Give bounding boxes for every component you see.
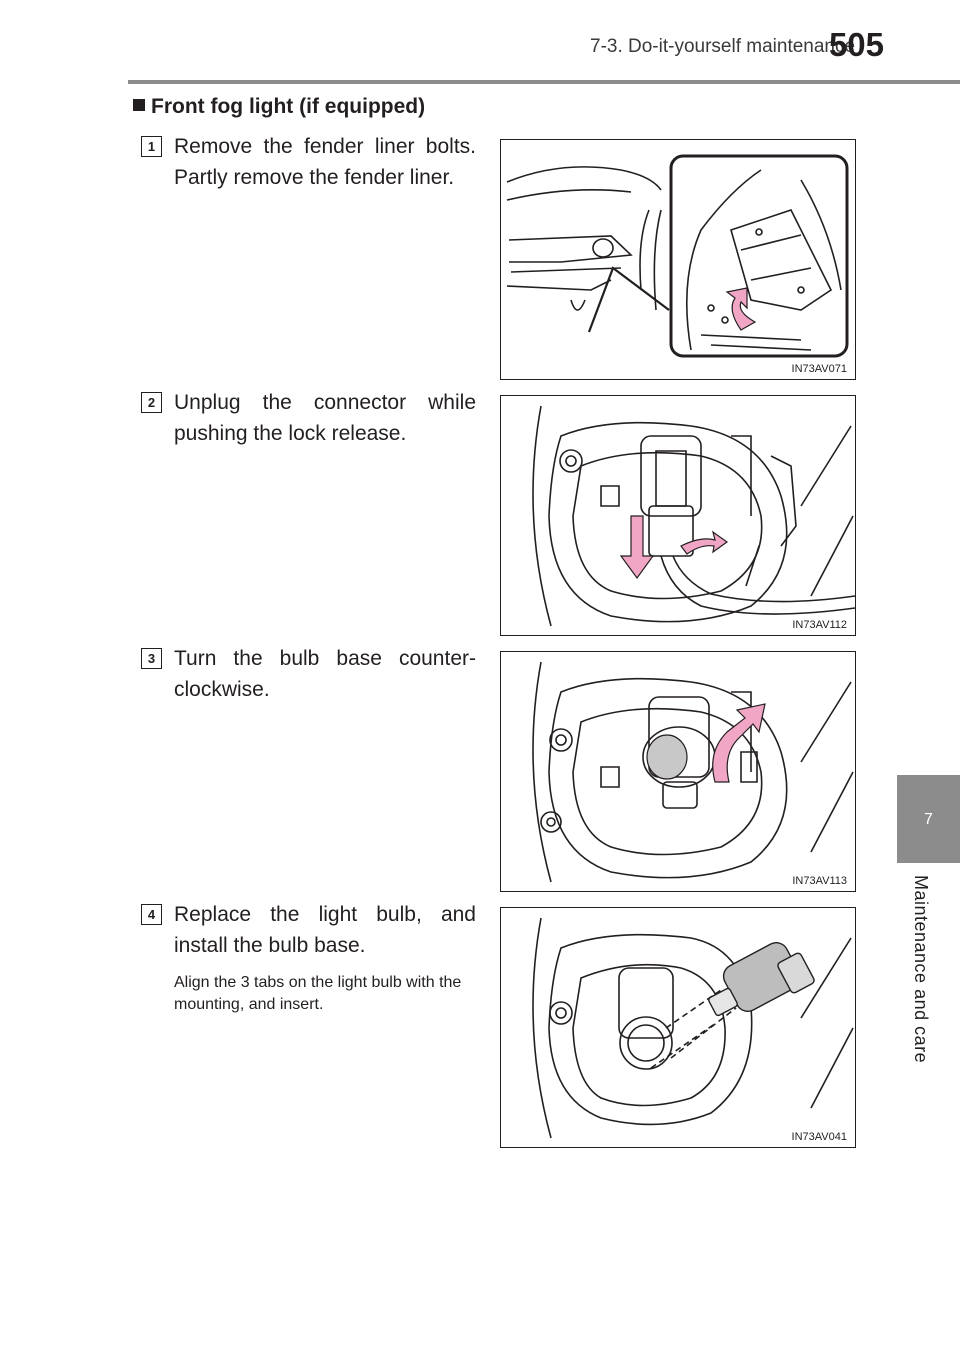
square-bullet-icon bbox=[133, 99, 145, 111]
page-number: 505 bbox=[828, 26, 884, 63]
section-heading bbox=[133, 95, 425, 119]
step-text-2: Unplug the connector while pushing the lock release. bbox=[174, 391, 476, 445]
step-badge-1: 1 bbox=[141, 136, 162, 157]
figure-step-1 bbox=[500, 139, 856, 380]
figure-code: IN73AV041 bbox=[791, 1131, 847, 1143]
chapter-title: Maintenance and care bbox=[911, 875, 931, 1064]
figure-step-2 bbox=[500, 395, 856, 636]
step-text-3: Turn the bulb base counter-clockwise. bbox=[174, 647, 476, 701]
step-text-4: Replace the light bulb, and install the bulb base. bbox=[174, 903, 476, 957]
bulb-base-rotate-illustration-icon bbox=[501, 652, 855, 891]
connector-unplug-illustration-icon bbox=[501, 396, 855, 635]
chapter-number: 7 bbox=[924, 811, 933, 828]
step-badge-4: 4 bbox=[141, 904, 162, 925]
section-title: 7-3. Do-it-yourself maintenance bbox=[590, 36, 856, 57]
fender-liner-removal-illustration-icon bbox=[501, 140, 855, 379]
header-rule bbox=[128, 80, 960, 84]
figure-code: IN73AV112 bbox=[792, 619, 847, 631]
chapter-tab bbox=[897, 775, 960, 863]
heading-text: Front fog light (if equipped) bbox=[151, 95, 426, 118]
figure-code: IN73AV113 bbox=[792, 875, 847, 887]
step-note-4: Align the 3 tabs on the light bulb with the mounting, and insert. bbox=[174, 974, 462, 1013]
figure-step-3 bbox=[500, 651, 856, 892]
step-text-1: Remove the fender liner bolts. Partly remove the fender liner. bbox=[174, 135, 476, 189]
bulb-install-illustration-icon bbox=[501, 908, 855, 1147]
figure-code: IN73AV071 bbox=[791, 363, 847, 375]
step-badge-2: 2 bbox=[141, 392, 162, 413]
step-badge-3: 3 bbox=[141, 648, 162, 669]
figure-step-4 bbox=[500, 907, 856, 1148]
